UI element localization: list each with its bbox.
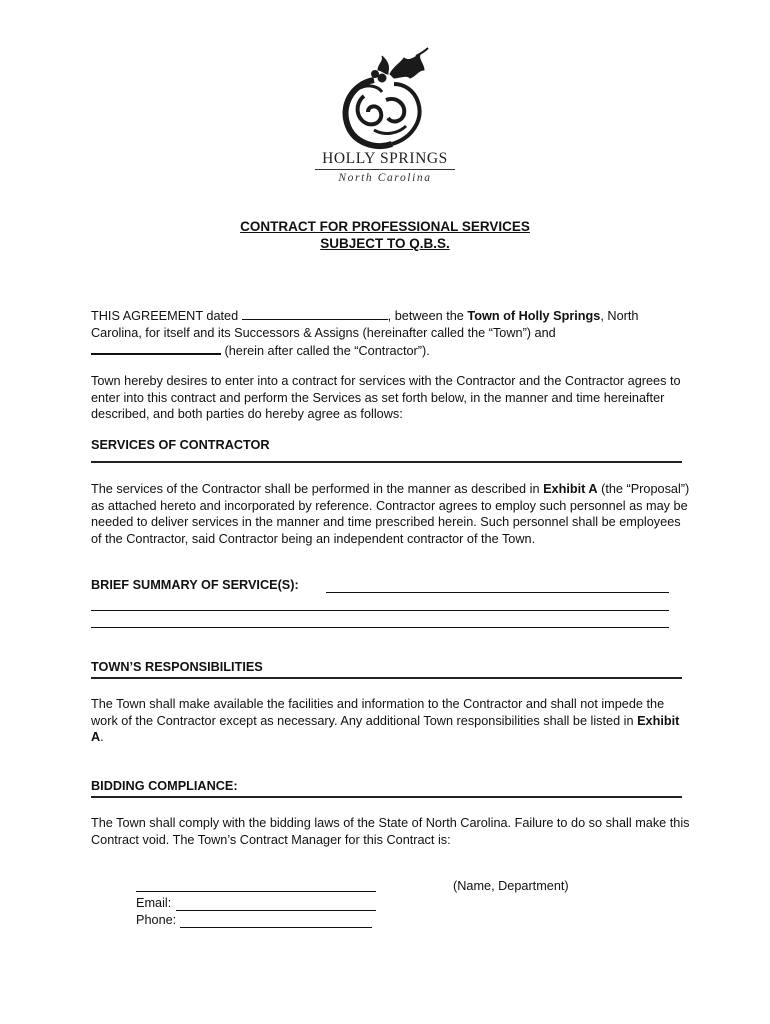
- town-resp-text-b: .: [100, 730, 104, 744]
- agreement-text-3: , North: [600, 309, 639, 323]
- town-name: Town of Holly Springs: [467, 309, 601, 323]
- town-responsibilities-heading: TOWN’S RESPONSIBILITIES: [91, 660, 263, 674]
- agreement-text-1: THIS AGREEMENT dated: [91, 309, 239, 323]
- agreement-paragraph: [91, 307, 691, 360]
- section-divider: [91, 461, 682, 463]
- services-heading: SERVICES OF CONTRACTOR: [91, 438, 270, 452]
- phone-blank[interactable]: [180, 927, 372, 928]
- name-department-hint: (Name, Department): [453, 879, 569, 893]
- section-divider: [91, 796, 682, 798]
- summary-blank-3[interactable]: [91, 627, 669, 628]
- bidding-paragraph: The Town shall comply with the bidding laws of the State of North Carolina. Failure to do so shall make this Contract void. The Town’s Contract Manager for this Contract is:: [91, 816, 690, 847]
- document-subtitle: SUBJECT TO Q.B.S.: [320, 236, 450, 251]
- summary-blank-1[interactable]: [326, 592, 669, 593]
- org-name: HOLLY SPRINGS: [322, 150, 448, 167]
- intro-paragraph: Town hereby desires to enter into a contract for services with the Contractor and the Contractor agrees to enter into this contract and perform the Services as set forth below, in the manner and time hereinafter described, and both parties do hereby agree as follows:: [91, 374, 681, 421]
- town-responsibilities-paragraph: [91, 696, 691, 746]
- services-paragraph: [91, 481, 691, 547]
- exhibit-a-ref: Exhibit A: [91, 713, 680, 744]
- services-text-a: The services of the Contractor shall be performed in the manner as described in: [91, 482, 540, 496]
- document-title: CONTRACT FOR PROFESSIONAL SERVICES: [240, 219, 530, 234]
- bidding-compliance-heading: BIDDING COMPLIANCE:: [91, 779, 238, 793]
- brief-summary-label: BRIEF SUMMARY OF SERVICE(S):: [91, 578, 299, 592]
- org-subtitle: North Carolina: [338, 172, 432, 184]
- manager-name-blank[interactable]: [136, 891, 376, 892]
- holly-springs-logo-icon: [334, 44, 436, 156]
- summary-blank-2[interactable]: [91, 610, 669, 611]
- agreement-text-2: , between the: [387, 309, 464, 323]
- town-resp-text-a: The Town shall make available the facilities and information to the Contractor and shall not impede the work of the Contractor except as necessary. Any additional Town responsibilities shall be listed in: [91, 697, 665, 728]
- contractor-name-blank[interactable]: [91, 341, 221, 355]
- agreement-text-line3: (herein after called the “Contractor”).: [224, 344, 430, 358]
- services-text-b: (the “Proposal”) as attached hereto and incorporated by reference. Contractor agrees to employ such personnel as may be needed to deliver services in the manner and time prescribed herein. Such personnel shall be employees of the Contractor, said Contractor being an independent contractor of the Town.: [91, 482, 690, 546]
- email-blank[interactable]: [176, 910, 376, 911]
- org-divider: [315, 169, 455, 170]
- phone-label: Phone:: [136, 913, 177, 927]
- date-blank[interactable]: [242, 307, 388, 320]
- email-label: Email:: [136, 896, 172, 910]
- exhibit-a-ref: Exhibit A: [543, 482, 598, 496]
- agreement-text-line2: Carolina, for itself and its Successors & Assigns (hereinafter called the “Town”) and: [91, 325, 556, 340]
- section-divider: [91, 677, 682, 679]
